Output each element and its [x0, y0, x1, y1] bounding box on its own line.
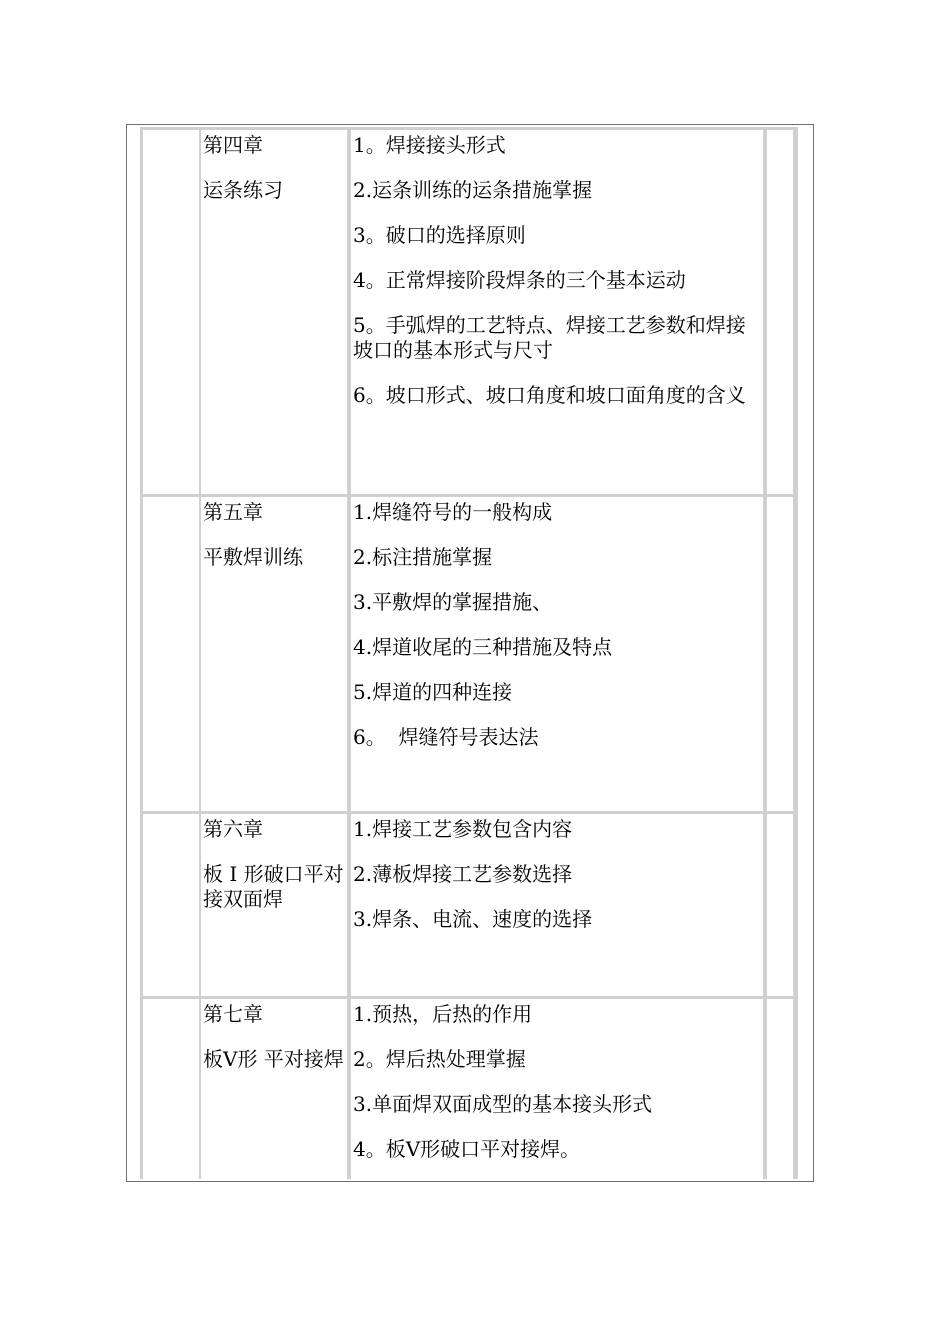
chapter-title: 平敷焊训练	[203, 545, 303, 569]
list-item: 2.薄板焊接工艺参数选择	[353, 862, 573, 886]
table-row	[143, 811, 795, 996]
content-cell	[349, 814, 765, 996]
list-item: 4.焊道收尾的三种措施及特点	[353, 635, 613, 659]
list-item: 1.焊接工艺参数包含内容	[353, 817, 573, 841]
list-item: 1.预热，后热的作用	[353, 1002, 533, 1026]
chapter-label: 第四章	[203, 133, 263, 157]
list-item: 1.焊缝符号的一般构成	[353, 500, 553, 524]
blank-cell	[143, 814, 199, 996]
chapter-cell	[199, 814, 349, 996]
list-item: 3.焊条、电流、速度的选择	[353, 907, 593, 931]
list-item: 3.平敷焊的掌握措施、	[353, 590, 553, 614]
chapter-label: 第七章	[203, 1002, 263, 1026]
chapter-cell	[199, 497, 349, 811]
list-item: 6。坡口形式、坡口角度和坡口面角度的含义	[353, 383, 746, 407]
chapter-title: 运条练习	[203, 178, 283, 202]
blank-cell	[143, 497, 199, 811]
chapter-label: 第六章	[203, 817, 263, 841]
list-item: 4。板V形破口平对接焊。	[353, 1137, 581, 1161]
table-row	[143, 127, 795, 494]
list-item: 2.标注措施掌握	[353, 545, 493, 569]
blank-cell	[765, 130, 795, 494]
list-item: 2.运条训练的运条措施掌握	[353, 178, 593, 202]
blank-cell	[765, 814, 795, 996]
blank-cell	[765, 999, 795, 1179]
blank-cell	[143, 999, 199, 1179]
list-item: 5.焊道的四种连接	[353, 680, 513, 704]
chapter-cell	[199, 130, 349, 494]
chapter-label: 第五章	[203, 500, 263, 524]
chapter-cell	[199, 999, 349, 1179]
chapter-title: 板V形 平对接焊	[203, 1047, 344, 1071]
table-row	[143, 494, 795, 811]
list-item: 2。焊后热处理掌握	[353, 1047, 526, 1071]
list-item: 1。焊接接头形式	[353, 133, 506, 157]
chapter-title: 板 I 形破口平对接双面焊	[203, 862, 344, 911]
blank-cell	[143, 130, 199, 494]
table-row	[143, 996, 795, 1179]
list-item: 4。正常焊接阶段焊条的三个基本运动	[353, 268, 686, 292]
blank-cell	[765, 497, 795, 811]
list-item: 3.单面焊双面成型的基本接头形式	[353, 1092, 653, 1116]
list-item: 5。手弧焊的工艺特点、焊接工艺参数和焊接坡口的基本形式与尺寸	[353, 313, 746, 362]
list-item: 3。破口的选择原则	[353, 223, 526, 247]
content-cell	[349, 497, 765, 811]
content-cell	[349, 999, 765, 1179]
content-cell	[349, 130, 765, 494]
list-item: 6。 焊缝符号表达法	[353, 725, 539, 749]
